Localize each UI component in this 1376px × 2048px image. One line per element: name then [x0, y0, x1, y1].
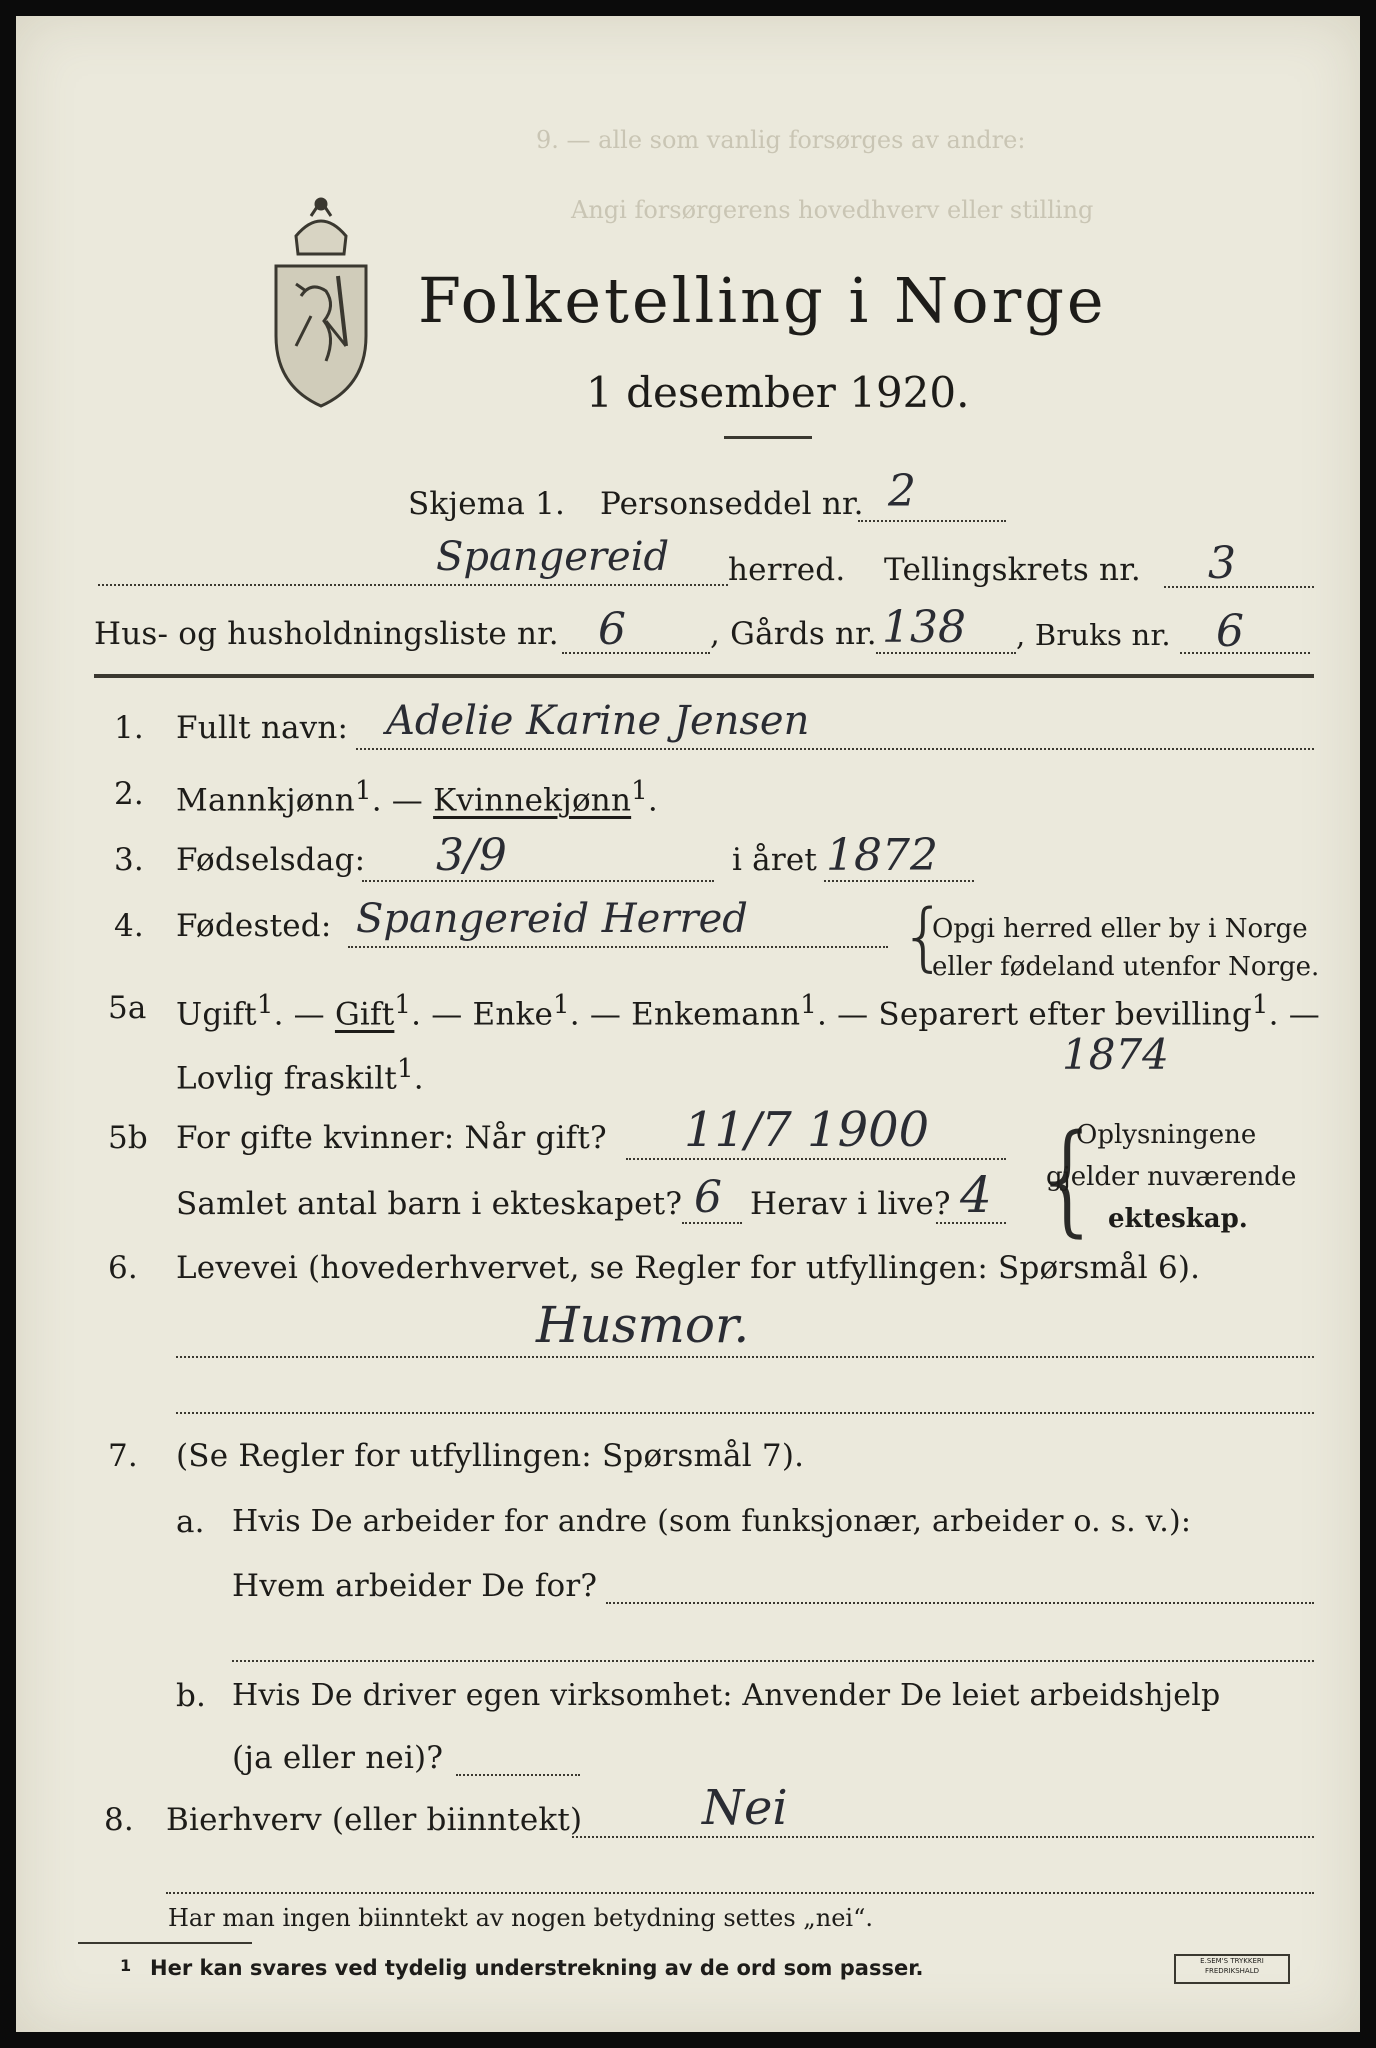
- q7b-question: (ja eller nei)?: [232, 1740, 444, 1776]
- tellingskrets-field[interactable]: [1164, 586, 1314, 588]
- employer-field[interactable]: [606, 1602, 1314, 1604]
- form-title: Folketelling i Norge: [418, 264, 1107, 337]
- q7-number: 7.: [108, 1438, 138, 1474]
- census-date: 1 desember 1920.: [586, 368, 970, 417]
- q8-number: 8.: [104, 1802, 134, 1838]
- birthday-field[interactable]: [362, 880, 714, 882]
- female-option[interactable]: Kvinnekjønn: [433, 782, 632, 819]
- footnote-ref: 1: [397, 1054, 414, 1084]
- full-name-field[interactable]: [356, 748, 1314, 750]
- hus-label: Hus- og husholdningsliste nr.: [94, 616, 559, 652]
- fraskilt-option[interactable]: Lovlig fraskilt: [176, 1060, 398, 1097]
- marital-options: Ugift$^1$. — Gift$^1$. — Enke$^1$. — Enkemann$^1$. — Separert efter bevilling$^1$. —: [176, 990, 1320, 1033]
- separator: . —: [371, 782, 434, 819]
- printer-mark-line-2: FREDRIKSHALD: [1204, 1967, 1259, 1975]
- marriage-year-note: 1874: [1062, 1030, 1169, 1079]
- hired-help-field[interactable]: [456, 1774, 580, 1776]
- q2-number: 2.: [114, 776, 144, 812]
- brace-icon: {: [1030, 1110, 1107, 1249]
- side-income-field[interactable]: [572, 1836, 1314, 1838]
- birthplace-value: Spangereid Herred: [356, 896, 748, 942]
- norway-coat-of-arms-icon: [266, 196, 376, 416]
- enkemann-option[interactable]: Enkemann: [631, 996, 801, 1033]
- separert-option[interactable]: Separert efter bevilling: [878, 996, 1252, 1033]
- q5b-number: 5b: [108, 1120, 148, 1156]
- year-label: i året: [732, 842, 818, 878]
- birthplace-field[interactable]: [348, 946, 888, 948]
- q4-label: Fødested:: [176, 908, 332, 944]
- hus-value: 6: [598, 604, 626, 655]
- q7a-question: Hvem arbeider De for?: [232, 1568, 598, 1604]
- birthplace-note-2: eller fødeland utenfor Norge.: [932, 952, 1320, 982]
- birthplace-note-1: Opgi herred eller by i Norge: [932, 914, 1308, 944]
- gards-value: 138: [882, 602, 966, 653]
- q1-number: 1.: [114, 710, 144, 746]
- married-when-field[interactable]: [626, 1158, 1006, 1160]
- q7-label: (Se Regler for utfyllingen: Spørsmål 7).: [176, 1438, 805, 1474]
- q7a-number: a.: [176, 1504, 205, 1540]
- q7a-text: Hvis De arbeider for andre (som funksjonær, arbeider o. s. v.):: [232, 1504, 1192, 1539]
- personseddel-field[interactable]: [858, 520, 1006, 522]
- footnote-ref: 1: [800, 990, 818, 1020]
- q3-label: Fødselsdag:: [176, 842, 366, 878]
- printer-mark: [1174, 1954, 1290, 1984]
- q7b-text: Hvis De driver egen virksomhet: Anvender De leiet arbeidshjelp: [232, 1678, 1221, 1713]
- tellingskrets-label: Tellingskrets nr.: [884, 552, 1141, 588]
- q3-number: 3.: [114, 842, 144, 878]
- q6-label: Levevei (hovederhvervet, se Regler for utfyllingen: Spørsmål 6).: [176, 1250, 1201, 1286]
- marriage-note-2: gjelder nuværende: [1046, 1162, 1297, 1192]
- gards-label: , Gårds nr.: [710, 616, 877, 652]
- children-value: 6: [694, 1172, 722, 1223]
- children-label: Samlet antal barn i ekteskapet?: [176, 1186, 683, 1222]
- marriage-note-1: Oplysningene: [1076, 1120, 1257, 1150]
- footnote-ref: 1: [256, 990, 274, 1020]
- printer-mark-line-1: E.SEM'S TRYKKERI: [1200, 1957, 1264, 1965]
- full-name-value: Adelie Karine Jensen: [386, 698, 810, 744]
- herred-value: Spangereid: [436, 534, 670, 580]
- q2-options: [176, 776, 658, 818]
- footnote-divider: [78, 1942, 252, 1944]
- bruks-value: 6: [1216, 606, 1244, 657]
- side-income-note: Har man ingen biinntekt av nogen betydning settes „nei“.: [168, 1904, 873, 1932]
- hus-field[interactable]: [562, 652, 710, 654]
- brace-icon: {: [900, 894, 948, 980]
- footnote-ref: 1: [1251, 990, 1269, 1020]
- q6-number: 6.: [108, 1250, 138, 1286]
- marriage-note-3: ekteskap.: [1108, 1204, 1248, 1234]
- personseddel-value: 2: [888, 466, 916, 517]
- occupation-value: Husmor.: [536, 1296, 750, 1354]
- employer-field-2[interactable]: [232, 1660, 1314, 1662]
- footnote-ref: 1: [394, 990, 412, 1020]
- footnote-ref: 1: [553, 990, 570, 1020]
- bleed-through-text: 9. — alle som vanlig forsørges av andre:: [536, 126, 1026, 154]
- tellingskrets-value: 3: [1208, 538, 1236, 589]
- personseddel-label: Personseddel nr.: [600, 486, 864, 522]
- q8-label: Bierhverv (eller biinntekt): [166, 1802, 583, 1838]
- q4-number: 4.: [114, 908, 144, 944]
- footnote-mark: 1: [120, 1956, 132, 1975]
- gift-option[interactable]: Gift: [334, 996, 395, 1033]
- bruks-field[interactable]: [1180, 652, 1310, 654]
- q5a-number: 5a: [108, 990, 147, 1026]
- male-option[interactable]: Mannkjønn: [176, 782, 355, 819]
- occupation-field-2[interactable]: [176, 1412, 1314, 1414]
- side-income-value: Nei: [702, 1780, 788, 1836]
- birthday-value: 3/9: [436, 830, 507, 881]
- footnote-text: Her kan svares ved tydelig understrekning av de ord som passer.: [150, 1956, 924, 1980]
- herred-label: herred.: [728, 552, 846, 588]
- ugift-option[interactable]: Ugift: [176, 996, 257, 1033]
- alive-value: 4: [960, 1166, 992, 1224]
- census-form: [16, 16, 1360, 2032]
- footnote-ref: 1: [354, 776, 372, 806]
- q7b-number: b.: [176, 1678, 207, 1714]
- bruks-label: , Bruks nr.: [1016, 618, 1171, 652]
- title-divider: [724, 436, 812, 439]
- alive-label: Herav i live?: [750, 1186, 951, 1222]
- separator: .: [647, 782, 658, 819]
- q5b-label: For gifte kvinner: Når gift?: [176, 1120, 607, 1156]
- herred-field[interactable]: [98, 584, 728, 586]
- married-when-value: 11/7 1900: [684, 1102, 930, 1158]
- q1-label: Fullt navn:: [176, 710, 349, 746]
- side-income-field-2[interactable]: [166, 1892, 1314, 1894]
- fraskilt-line: Lovlig fraskilt$^1$.: [176, 1054, 424, 1097]
- header-divider: [94, 674, 1314, 678]
- year-value: 1872: [826, 830, 938, 881]
- footnote-ref: 1: [631, 776, 648, 806]
- occupation-field[interactable]: [176, 1356, 1314, 1358]
- bleed-through-text: Angi forsørgerens hovedhverv eller stilling: [571, 196, 1094, 224]
- enke-option[interactable]: Enke: [472, 996, 554, 1033]
- skjema-label: Skjema 1.: [408, 486, 566, 522]
